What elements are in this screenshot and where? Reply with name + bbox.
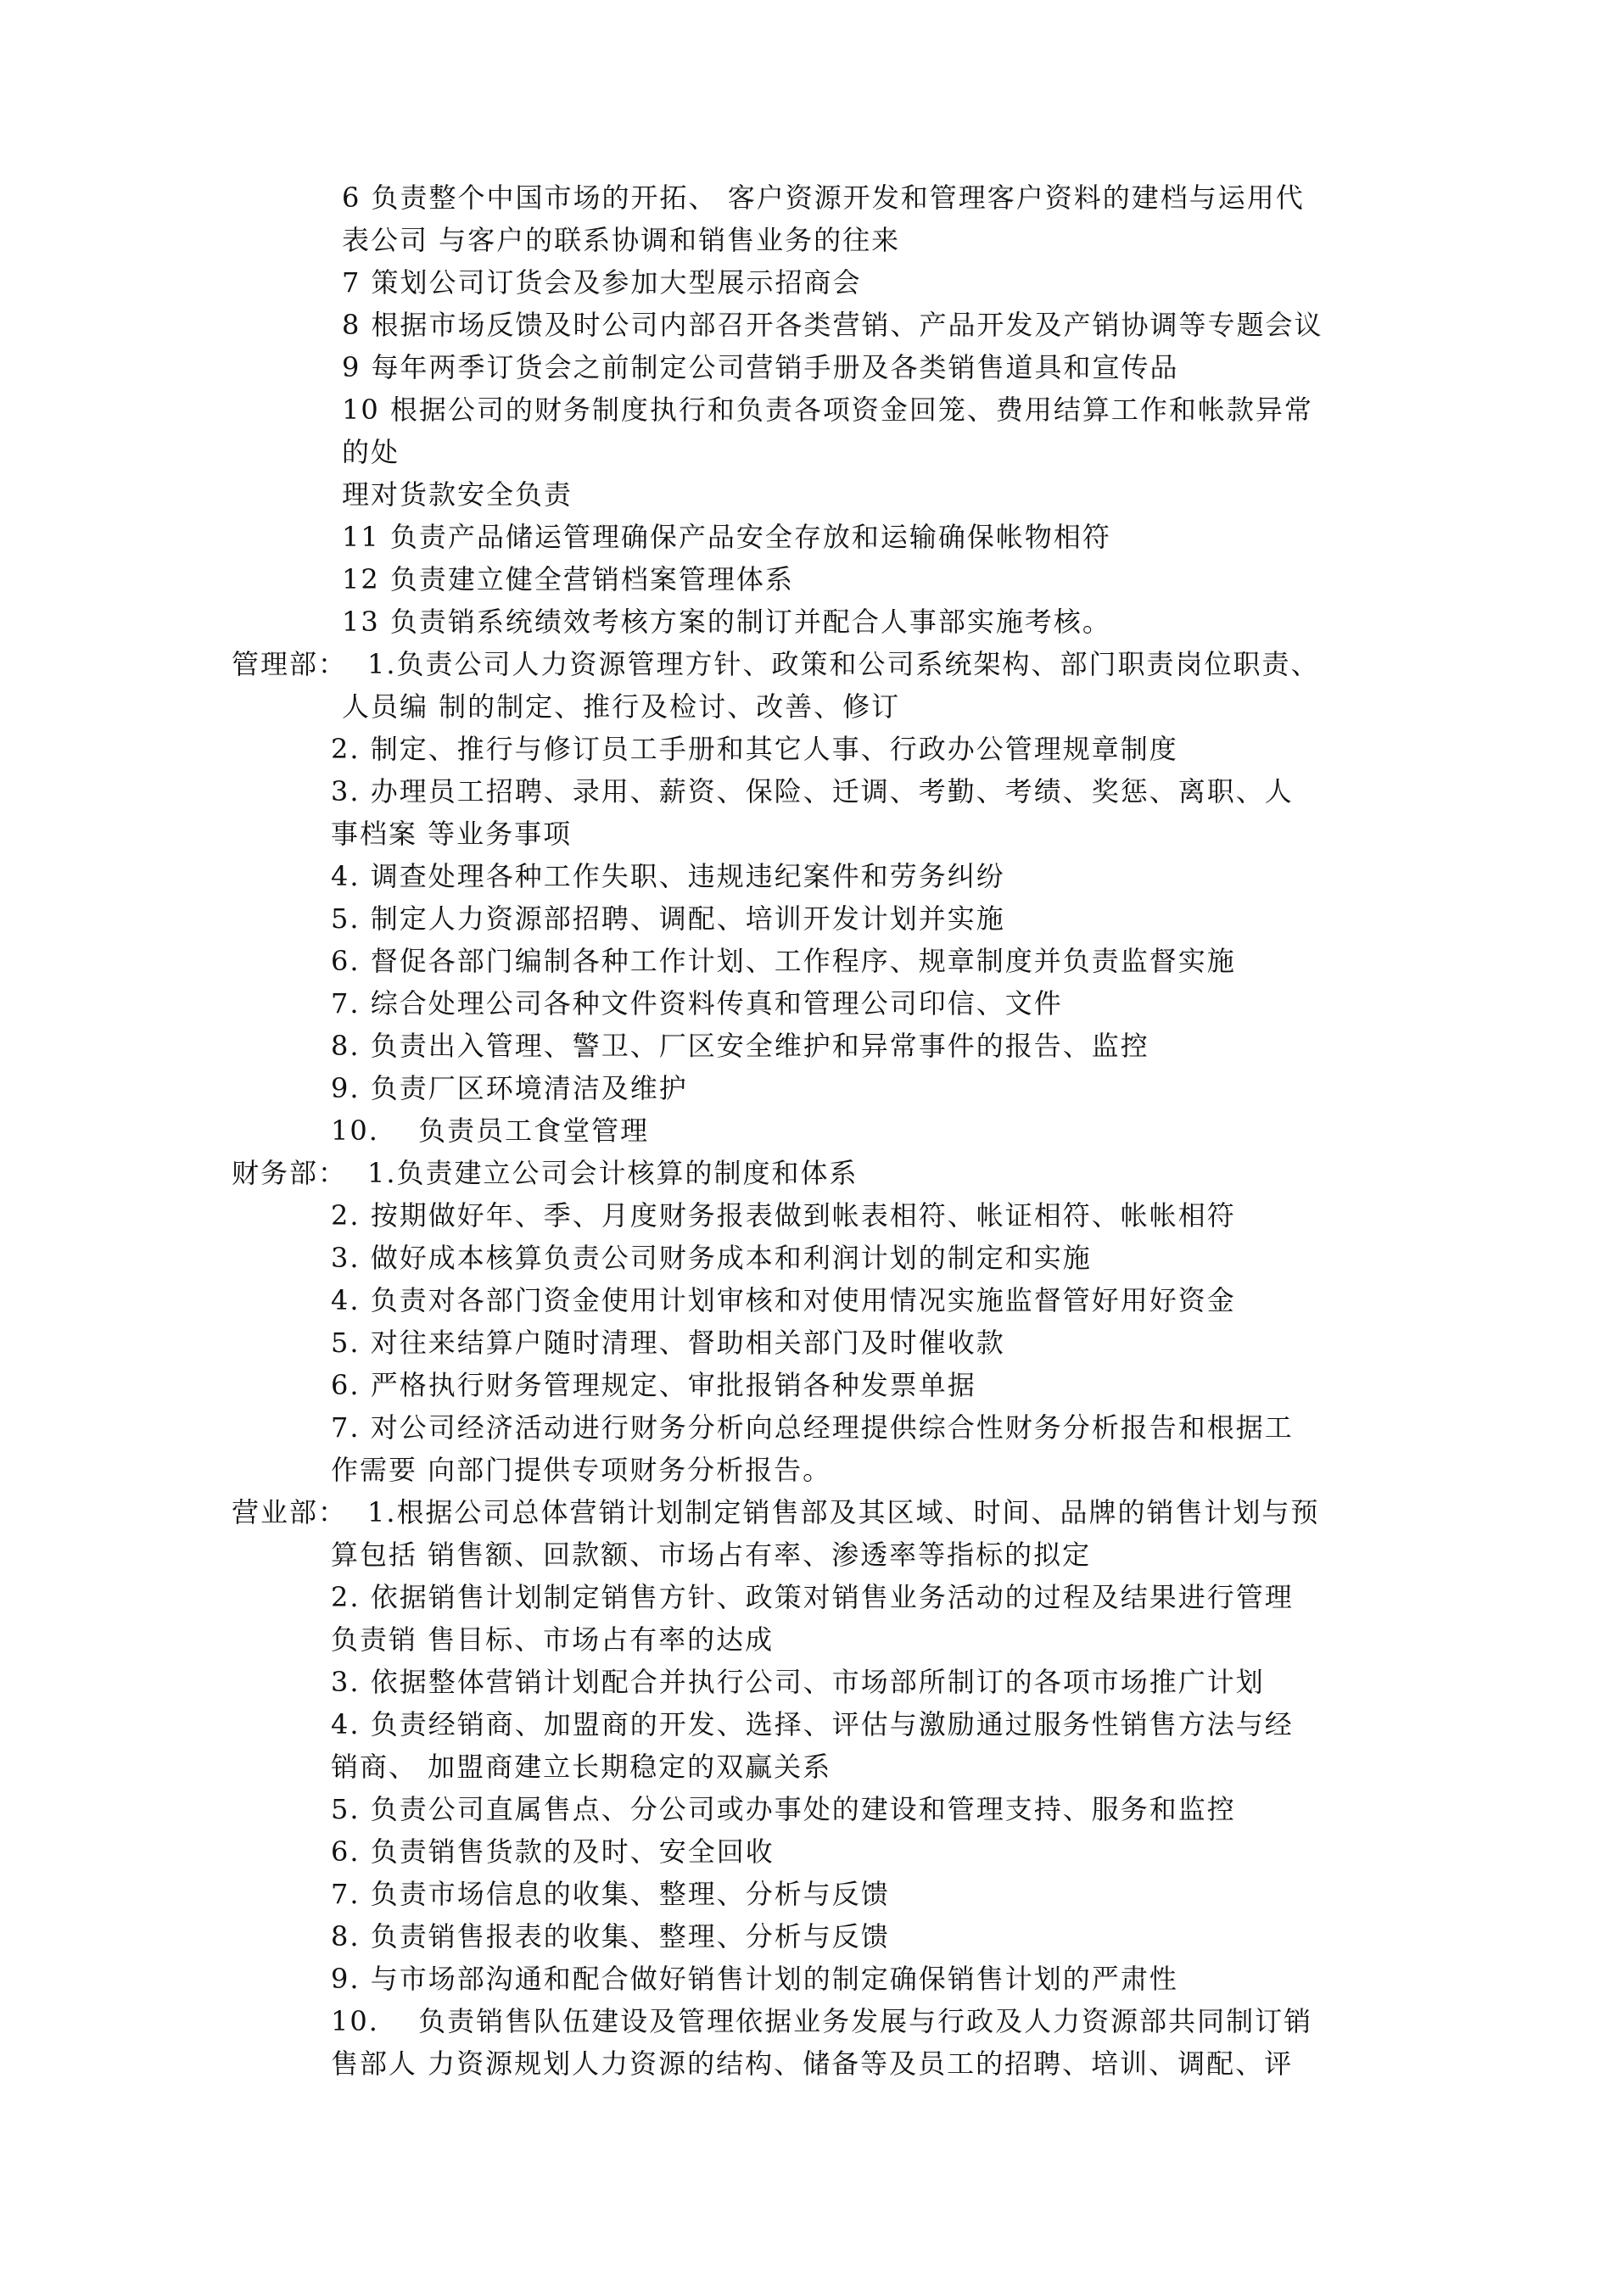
sales-line-1a: 1.根据公司总体营销计划制定销售部及其区域、时间、品牌的销售计划与预 [367,1496,1320,1528]
sales-line-2b: 负责销 售目标、市场占有率的达成 [331,1623,775,1656]
finance-line-2: 2. 按期做好年、季、月度财务报表做到帐表相符、帐证相符、帐帐相符 [331,1199,1236,1232]
market-line-6b: 表公司 与客户的联系协调和销售业务的往来 [342,224,901,256]
admin-line-4: 4. 调查处理各种工作失职、违规违纪案件和劳务纠纷 [331,860,1005,892]
finance-line-7b: 作需要 向部门提供专项财务分析报告。 [331,1454,832,1486]
admin-line-2: 2. 制定、推行与修订员工手册和其它人事、行政办公管理规章制度 [331,733,1178,765]
market-line-6a: 6 负责整个中国市场的开拓、 客户资源开发和管理客户资料的建档与运用代 [342,182,1305,214]
sales-line-10b: 售部人 力资源规划人力资源的结构、储备等及员工的招聘、培训、调配、评 [331,2047,1294,2080]
admin-line-1b: 人员编 制的制定、推行及检讨、改善、修订 [342,690,901,723]
sales-line-7: 7. 负责市场信息的收集、整理、分析与反馈 [331,1878,890,1910]
sales-line-2a: 2. 依据销售计划制定销售方针、政策对销售业务活动的过程及结果进行管理 [331,1581,1294,1613]
market-line-10c: 理对货款安全负责 [342,478,573,511]
admin-line-3b: 事档案 等业务事项 [331,818,573,850]
admin-line-10: 10. 负责员工食堂管理 [331,1114,650,1147]
market-line-10a: 10 根据公司的财务制度执行和负责各项资金回笼、费用结算工作和帐款异常 [342,394,1313,426]
admin-line-1a: 1.负责公司人力资源管理方针、政策和公司系统架构、部门职责岗位职责、 [367,648,1320,680]
finance-line-1: 1.负责建立公司会计核算的制度和体系 [367,1157,859,1189]
sales-line-1b: 算包括 销售额、回款额、市场占有率、渗透率等指标的拟定 [331,1539,1092,1571]
admin-line-6: 6. 督促各部门编制各种工作计划、工作程序、规章制度并负责监督实施 [331,945,1236,977]
admin-line-9: 9. 负责厂区环境清洁及维护 [331,1072,688,1104]
market-line-12: 12 负责建立健全营销档案管理体系 [342,563,794,595]
finance-line-3: 3. 做好成本核算负责公司财务成本和利润计划的制定和实施 [331,1242,1092,1274]
finance-heading: 财务部： [232,1157,348,1189]
market-line-8: 8 根据市场反馈及时公司内部召开各类营销、产品开发及产销协调等专题会议 [342,309,1323,341]
admin-line-5: 5. 制定人力资源部招聘、调配、培训开发计划并实施 [331,902,1005,935]
sales-line-8: 8. 负责销售报表的收集、整理、分析与反馈 [331,1920,890,1952]
sales-line-10a: 10. 负责销售队伍建设及管理依据业务发展与行政及人力资源部共同制订销 [331,2005,1313,2037]
sales-line-6: 6. 负责销售货款的及时、安全回收 [331,1835,775,1868]
market-line-11: 11 负责产品储运管理确保产品安全存放和运输确保帐物相符 [342,521,1111,553]
admin-line-3a: 3. 办理员工招聘、录用、薪资、保险、迁调、考勤、考绩、奖惩、离职、人 [331,775,1294,807]
market-line-10b: 的处 [342,436,400,468]
market-line-9: 9 每年两季订货会之前制定公司营销手册及各类销售道具和宣传品 [342,351,1179,383]
market-line-13: 13 负责销系统绩效考核方案的制订并配合人事部实施考核。 [342,606,1111,638]
finance-line-6: 6. 严格执行财务管理规定、审批报销各种发票单据 [331,1369,976,1401]
sales-heading: 营业部： [232,1496,348,1528]
market-line-7: 7 策划公司订货会及参加大型展示招商会 [342,266,862,299]
admin-line-7: 7. 综合处理公司各种文件资料传真和管理公司印信、文件 [331,987,1063,1020]
finance-line-4: 4. 负责对各部门资金使用计划审核和对使用情况实施监督管好用好资金 [331,1284,1236,1316]
admin-line-8: 8. 负责出入管理、警卫、厂区安全维护和异常事件的报告、监控 [331,1030,1149,1062]
sales-line-3: 3. 依据整体营销计划配合并执行公司、市场部所制订的各项市场推广计划 [331,1666,1265,1698]
sales-line-9: 9. 与市场部沟通和配合做好销售计划的制定确保销售计划的严肃性 [331,1963,1178,1995]
sales-line-5: 5. 负责公司直属售点、分公司或办事处的建设和管理支持、服务和监控 [331,1793,1236,1825]
sales-line-4a: 4. 负责经销商、加盟商的开发、选择、评估与激励通过服务性销售方法与经 [331,1708,1294,1740]
finance-line-7a: 7. 对公司经济活动进行财务分析向总经理提供综合性财务分析报告和根据工 [331,1411,1294,1444]
admin-heading: 管理部： [232,648,348,680]
sales-line-4b: 销商、 加盟商建立长期稳定的双赢关系 [331,1751,832,1783]
finance-line-5: 5. 对往来结算户随时清理、督助相关部门及时催收款 [331,1327,1005,1359]
